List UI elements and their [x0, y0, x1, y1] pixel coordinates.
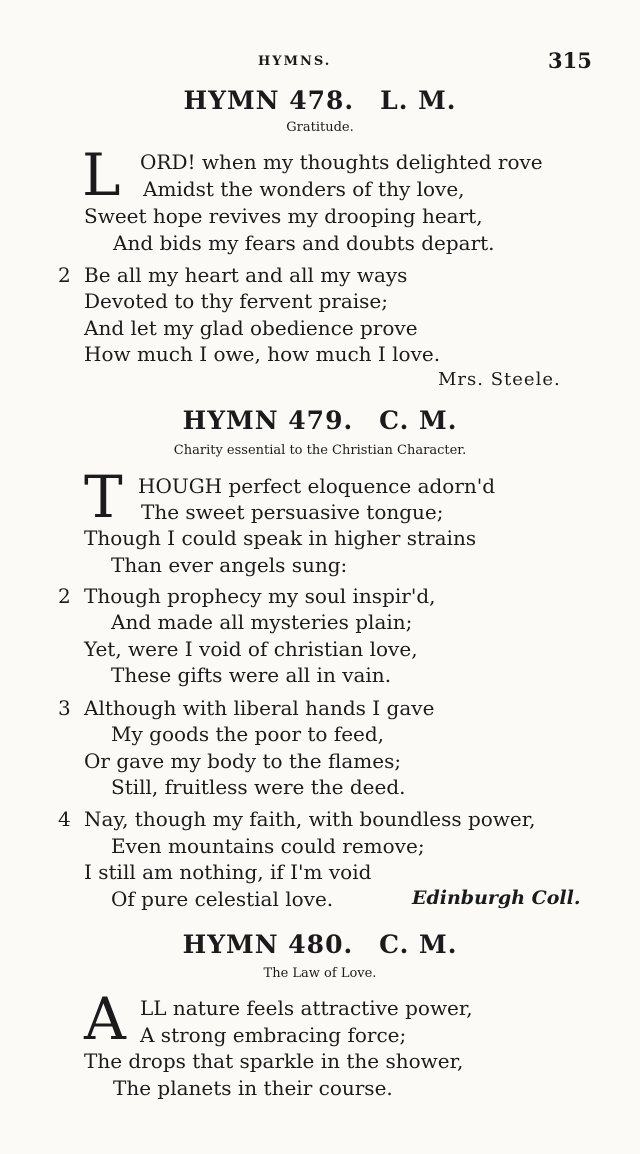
hymn-meter: L. M.	[380, 86, 457, 115]
hymn-line: Devoted to thy fervent praise;	[84, 289, 388, 313]
hymn-line: Yet, were I void of christian love,	[84, 637, 418, 661]
hymn-author: Edinburgh Coll.	[412, 887, 581, 909]
running-head-title: HYMNS.	[258, 54, 332, 69]
drop-cap: A	[84, 985, 126, 1053]
hymn-line: The planets in their course.	[113, 1076, 393, 1100]
hymn-line: My goods the poor to feed,	[111, 722, 385, 746]
hymn-line: Be all my heart and all my ways	[84, 263, 408, 287]
hymn-number: HYMN 480.	[182, 930, 354, 959]
hymn-line: A strong embracing force;	[140, 1023, 407, 1047]
hymn-line: Sweet hope revives my drooping heart,	[84, 204, 483, 228]
hymn-meter: C. M.	[379, 406, 458, 435]
hymn-meter: C. M.	[379, 930, 458, 959]
hymn-line: The sweet persuasive tongue;	[141, 500, 444, 524]
hymn-478-title	[0, 86, 640, 115]
hymn-line: These gifts were all in vain.	[111, 663, 392, 687]
hymn-line: Although with liberal hands I gave	[84, 696, 435, 720]
hymn-line: And made all mysteries plain;	[111, 610, 413, 634]
hymn-line: The drops that sparkle in the shower,	[84, 1049, 464, 1073]
page-number: 315	[548, 48, 592, 73]
hymn-line: How much I owe, how much I love.	[84, 342, 441, 366]
hymn-line: Than ever angels sung:	[111, 553, 348, 577]
hymn-line: ORD! when my thoughts delighted rove	[140, 150, 543, 174]
hymn-number: HYMN 479.	[182, 406, 354, 435]
hymn-479-title	[0, 406, 640, 435]
hymn-line: Even mountains could remove;	[111, 834, 425, 858]
hymn-number: HYMN 478.	[183, 86, 355, 115]
hymn-line: Or gave my body to the flames;	[84, 749, 402, 773]
verse-number: 2	[58, 263, 71, 287]
hymn-line: And let my glad obedience prove	[84, 316, 418, 340]
drop-cap: L	[82, 141, 121, 209]
hymn-line: I still am nothing, if I'm void	[84, 860, 372, 884]
verse-number: 2	[58, 584, 71, 608]
hymn-480-subtitle: The Law of Love.	[263, 966, 377, 981]
hymn-line: Though prophecy my soul inspir'd,	[84, 584, 436, 608]
hymn-line: Nay, though my faith, with boundless power,	[84, 807, 536, 831]
hymn-480-title	[0, 930, 640, 959]
verse-number: 3	[58, 696, 71, 720]
hymn-line: Though I could speak in higher strains	[84, 526, 477, 550]
verse-number: 4	[58, 807, 71, 831]
drop-cap: T	[84, 463, 123, 531]
hymn-line: Amidst the wonders of thy love,	[143, 177, 465, 201]
hymn-479-subtitle: Charity essential to the Christian Character.	[173, 443, 467, 458]
hymn-line: Of pure celestial love.	[111, 887, 334, 911]
hymn-line: LL nature feels attractive power,	[140, 996, 473, 1020]
hymn-author: Mrs. Steele.	[438, 369, 561, 390]
hymn-478-subtitle: Gratitude.	[286, 120, 354, 135]
hymn-line: Still, fruitless were the deed.	[111, 775, 406, 799]
hymn-line: And bids my fears and doubts depart.	[113, 231, 495, 255]
hymn-line: HOUGH perfect eloquence adorn'd	[138, 474, 496, 498]
running-head	[0, 48, 640, 78]
